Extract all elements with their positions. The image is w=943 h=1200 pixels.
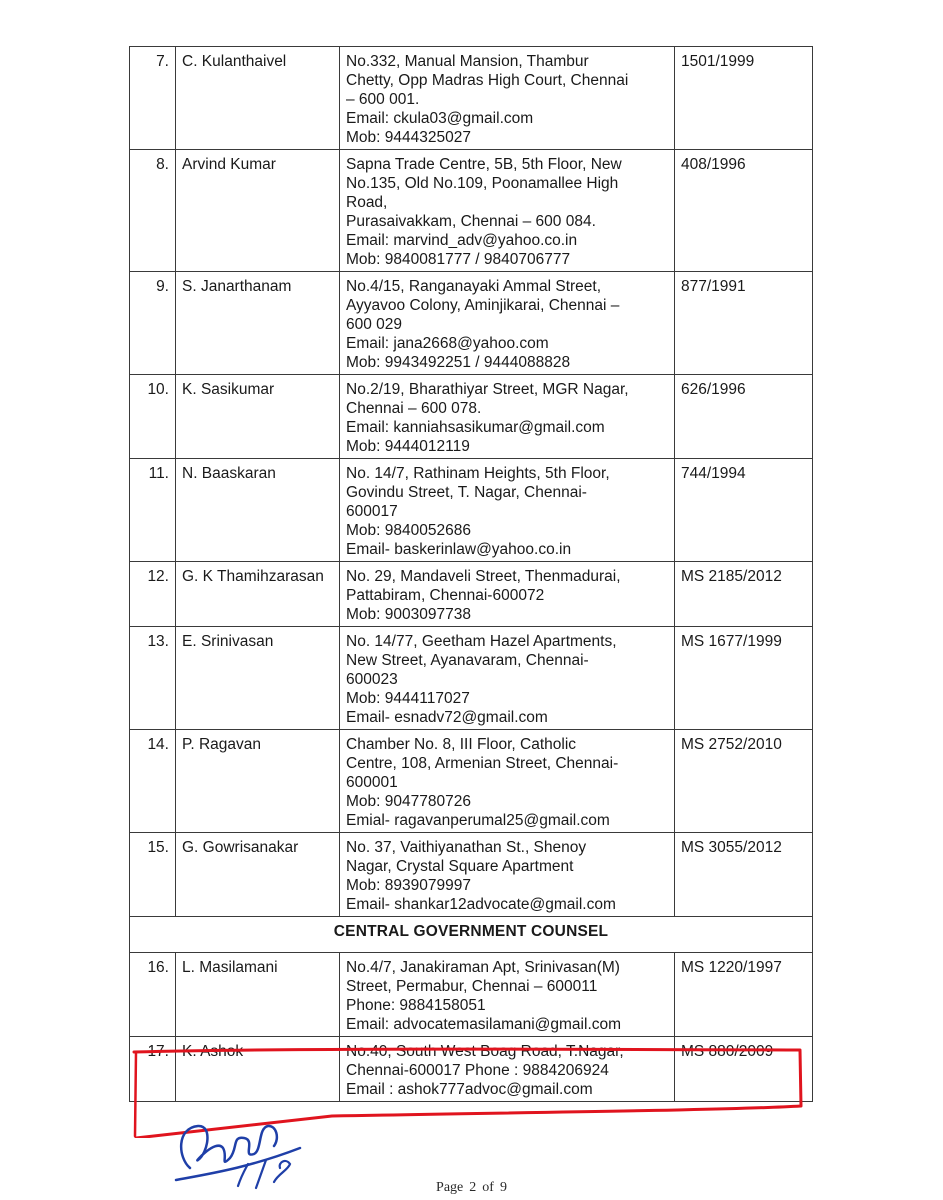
serial-number: 13. — [130, 627, 176, 730]
address-line: 600023 — [346, 671, 398, 688]
address-cell — [340, 833, 675, 917]
counsel-name: G. K Thamihzarasan — [176, 562, 340, 627]
address-cell — [340, 150, 675, 272]
counsel-table — [129, 46, 813, 1102]
address-cell — [340, 47, 675, 150]
counsel-name: S. Janarthanam — [176, 272, 340, 375]
serial-number: 7. — [130, 47, 176, 150]
serial-number: 9. — [130, 272, 176, 375]
section-heading: CENTRAL GOVERNMENT COUNSEL — [130, 917, 813, 953]
address-line: Mob: 9840081777 / 9840706777 — [346, 251, 571, 268]
table-row — [130, 459, 813, 562]
address-line: Email- baskerinlaw@yahoo.co.in — [346, 541, 572, 558]
serial-number: 16. — [130, 953, 176, 1037]
address-line: Chennai – 600 078. — [346, 400, 482, 417]
address-cell — [340, 375, 675, 459]
section-heading-row — [130, 917, 813, 953]
address-line: Chetty, Opp Madras High Court, Chennai — [346, 72, 629, 89]
table-row — [130, 953, 813, 1037]
address-line: No.135, Old No.109, Poonamallee High — [346, 175, 619, 192]
address-cell — [340, 562, 675, 627]
table-row — [130, 375, 813, 459]
enrolment-number: MS 880/2009 — [675, 1037, 813, 1102]
enrolment-number: MS 3055/2012 — [675, 833, 813, 917]
counsel-rows-central — [130, 953, 813, 1102]
counsel-name: L. Masilamani — [176, 953, 340, 1037]
address-line: Emial- ragavanperumal25@gmail.com — [346, 812, 610, 829]
enrolment-number: MS 1677/1999 — [675, 627, 813, 730]
address-line: Phone: 9884158051 — [346, 997, 486, 1014]
serial-number: 10. — [130, 375, 176, 459]
address-line: Mob: 9444012119 — [346, 438, 470, 455]
table-row — [130, 833, 813, 917]
address-line: Mob: 9444117027 — [346, 690, 470, 707]
address-line: Email: jana2668@yahoo.com — [346, 335, 549, 352]
total-pages: 9 — [499, 1180, 507, 1195]
address-line: Mob: 9943492251 / 9444088828 — [346, 354, 571, 371]
address-cell — [340, 272, 675, 375]
address-line: Road, — [346, 194, 388, 211]
address-line: Email: advocatemasilamani@gmail.com — [346, 1016, 622, 1033]
address-line: Purasaivakkam, Chennai – 600 084. — [346, 213, 596, 230]
counsel-name: K. Ashok — [176, 1037, 340, 1102]
address-line: Centre, 108, Armenian Street, Chennai- — [346, 755, 619, 772]
handwritten-signature — [168, 1098, 318, 1193]
counsel-rows-state — [130, 47, 813, 917]
serial-number: 12. — [130, 562, 176, 627]
address-line: Email: kanniahsasikumar@gmail.com — [346, 419, 605, 436]
table-row — [130, 730, 813, 833]
page-label: Page — [436, 1180, 464, 1195]
address-line: Mob: 9047780726 — [346, 793, 471, 810]
address-line: No. 14/77, Geetham Hazel Apartments, — [346, 633, 617, 650]
counsel-name: E. Srinivasan — [176, 627, 340, 730]
counsel-name: C. Kulanthaivel — [176, 47, 340, 150]
address-line: No. 37, Vaithiyanathan St., Shenoy — [346, 839, 587, 856]
address-line: Chamber No. 8, III Floor, Catholic — [346, 736, 577, 753]
address-line: 600001 — [346, 774, 398, 791]
address-cell — [340, 459, 675, 562]
address-line: Mob: 8939079997 — [346, 877, 471, 894]
counsel-name: N. Baaskaran — [176, 459, 340, 562]
address-cell — [340, 730, 675, 833]
table-row — [130, 47, 813, 150]
address-line: Mob: 9444325027 — [346, 129, 471, 146]
address-line: Email- shankar12advocate@gmail.com — [346, 896, 616, 913]
address-line: No.4/15, Ranganayaki Ammal Street, — [346, 278, 602, 295]
serial-number: 14. — [130, 730, 176, 833]
address-line: Ayyavoo Colony, Aminjikarai, Chennai – — [346, 297, 620, 314]
address-line: No.2/19, Bharathiyar Street, MGR Nagar, — [346, 381, 629, 398]
address-line: No.40, South West Boag Road, T.Nagar, — [346, 1043, 624, 1060]
address-line: No.332, Manual Mansion, Thambur — [346, 53, 589, 70]
enrolment-number: 626/1996 — [675, 375, 813, 459]
page-number-footer — [0, 1180, 943, 1196]
address-line: Nagar, Crystal Square Apartment — [346, 858, 574, 875]
address-line: 600017 — [346, 503, 398, 520]
address-line: New Street, Ayanavaram, Chennai- — [346, 652, 589, 669]
address-line: Email : ashok777advoc@gmail.com — [346, 1081, 593, 1098]
enrolment-number: 744/1994 — [675, 459, 813, 562]
serial-number: 11. — [130, 459, 176, 562]
address-line: Sapna Trade Centre, 5B, 5th Floor, New — [346, 156, 622, 173]
address-line: – 600 001. — [346, 91, 420, 108]
address-line: 600 029 — [346, 316, 403, 333]
table-row — [130, 272, 813, 375]
enrolment-number: MS 2752/2010 — [675, 730, 813, 833]
counsel-name: K. Sasikumar — [176, 375, 340, 459]
address-line: Chennai-600017 Phone : 9884206924 — [346, 1062, 609, 1079]
enrolment-number: 877/1991 — [675, 272, 813, 375]
of-label: of — [482, 1180, 494, 1195]
counsel-name: G. Gowrisanakar — [176, 833, 340, 917]
address-cell — [340, 953, 675, 1037]
serial-number: 8. — [130, 150, 176, 272]
section-header — [130, 917, 813, 953]
counsel-name: Arvind Kumar — [176, 150, 340, 272]
address-line: Govindu Street, T. Nagar, Chennai- — [346, 484, 587, 501]
address-cell — [340, 627, 675, 730]
enrolment-number: MS 2185/2012 — [675, 562, 813, 627]
address-line: Email: marvind_adv@yahoo.co.in — [346, 232, 578, 249]
address-line: Email- esnadv72@gmail.com — [346, 709, 548, 726]
serial-number: 17. — [130, 1037, 176, 1102]
address-cell — [340, 1037, 675, 1102]
table-row — [130, 562, 813, 627]
serial-number: 15. — [130, 833, 176, 917]
enrolment-number: 1501/1999 — [675, 47, 813, 150]
address-line: Email: ckula03@gmail.com — [346, 110, 534, 127]
enrolment-number: MS 1220/1997 — [675, 953, 813, 1037]
address-line: Mob: 9840052686 — [346, 522, 471, 539]
address-line: No. 14/7, Rathinam Heights, 5th Floor, — [346, 465, 610, 482]
address-line: Pattabiram, Chennai-600072 — [346, 587, 545, 604]
table-row — [130, 1037, 813, 1102]
address-line: No. 29, Mandaveli Street, Thenmadurai, — [346, 568, 621, 585]
address-line: Mob: 9003097738 — [346, 606, 471, 623]
page-number: 2 — [469, 1180, 477, 1195]
counsel-name: P. Ragavan — [176, 730, 340, 833]
table-row — [130, 627, 813, 730]
enrolment-number: 408/1996 — [675, 150, 813, 272]
table-row — [130, 150, 813, 272]
address-line: Street, Permabur, Chennai – 600011 — [346, 978, 598, 995]
address-line: No.4/7, Janakiraman Apt, Srinivasan(M) — [346, 959, 620, 976]
